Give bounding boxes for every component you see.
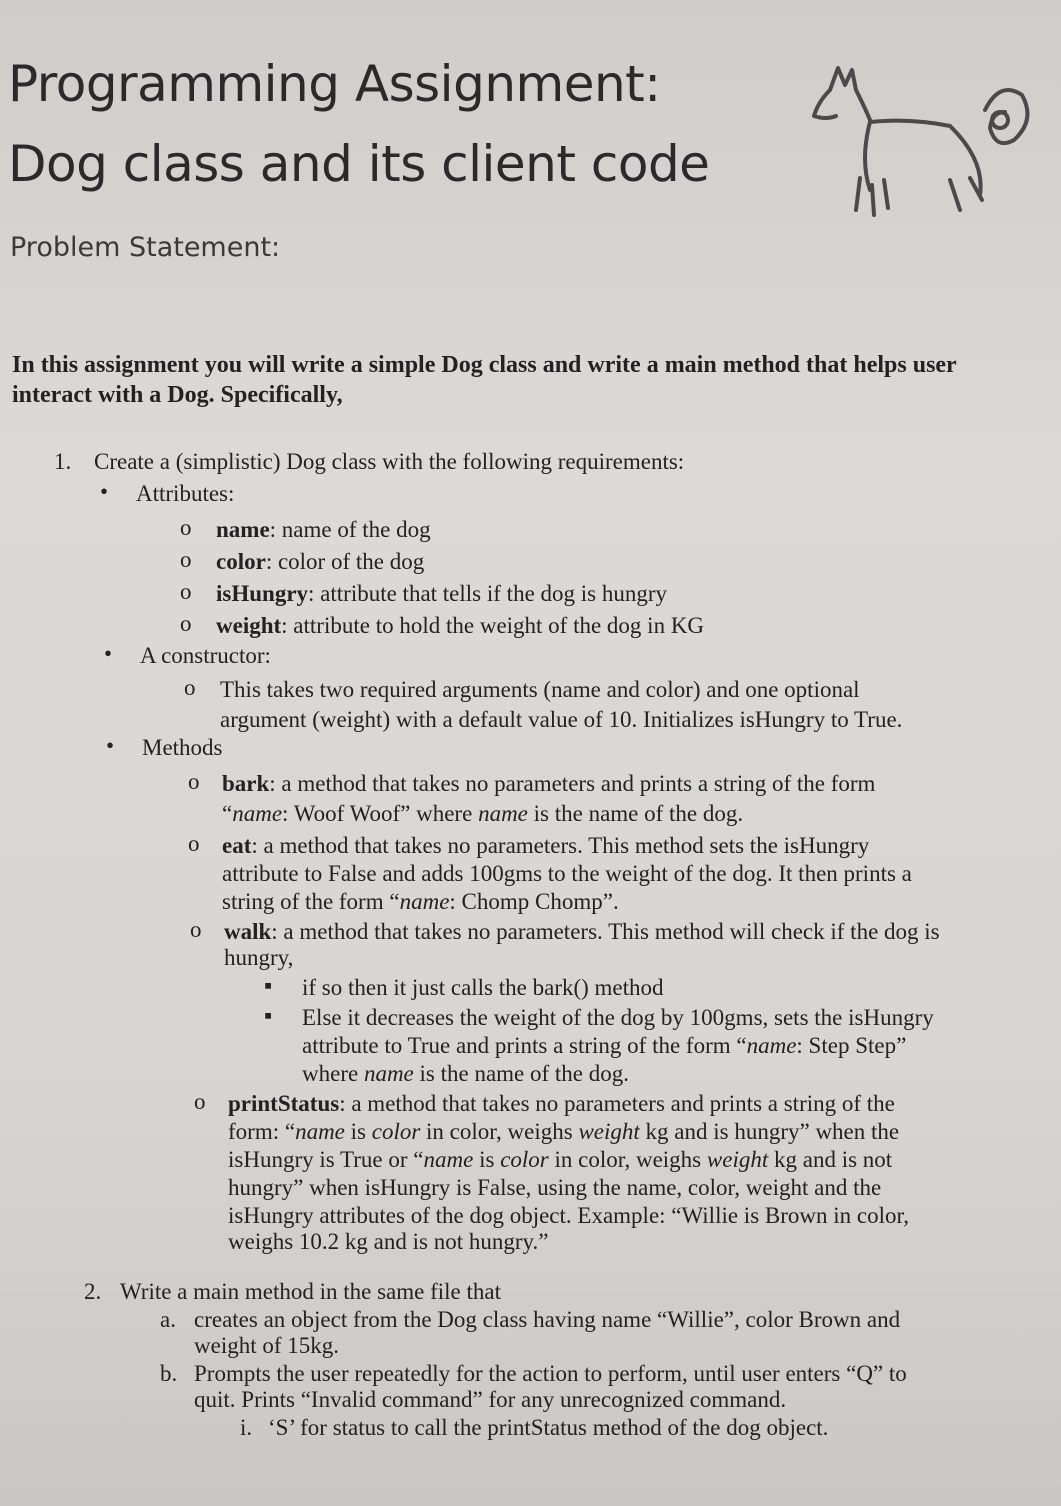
dog-sketch-icon: [800, 50, 1040, 240]
square-marker: ▪: [264, 973, 273, 998]
circle-marker: o: [180, 579, 192, 604]
circle-marker: o: [194, 1089, 206, 1114]
attribute-ishungry: isHungry: attribute that tells if the dog is hungry: [216, 581, 668, 606]
item-2a-label: a.: [160, 1307, 176, 1332]
bullet-marker: •: [104, 641, 113, 666]
walk-sub-2-line-3: where name is the name of the dog.: [302, 1061, 630, 1086]
walk-line-2: hungry,: [224, 945, 294, 970]
item-2bi-text: ‘S’ for status to call the printStatus method of the dog object.: [268, 1415, 829, 1440]
printstatus-line-5: isHungry attributes of the dog object. Example: “Willie is Brown in color,: [228, 1203, 909, 1228]
bark-line-1: bark: a method that takes no parameters and prints a string of the form: [222, 771, 876, 796]
attribute-weight: weight: attribute to hold the weight of the dog in KG: [216, 613, 705, 638]
bullet-marker: •: [100, 479, 109, 504]
eat-line-1: eat: a method that takes no parameters. This method sets the isHungry: [222, 833, 870, 858]
circle-marker: o: [184, 675, 196, 700]
attribute-color: color: color of the dog: [216, 549, 425, 574]
circle-marker: o: [180, 547, 192, 572]
item-2b-line-1: Prompts the user repeatedly for the action to perform, until user enters “Q” to: [194, 1361, 907, 1386]
intro-paragraph: In this assignment you will write a simple Dog class and write a main method that helps user interact with a Dog. Specifically,: [12, 352, 957, 408]
attributes-label: Attributes:: [136, 481, 235, 506]
item-1-text: Create a (simplistic) Dog class with the following requirements:: [94, 449, 685, 474]
printstatus-line-2: form: “name is color in color, weighs weight kg and is hungry” when the: [228, 1119, 900, 1144]
eat-line-3: string of the form “name: Chomp Chomp”.: [222, 889, 619, 914]
walk-line-1: walk: a method that takes no parameters. This method will check if the dog is: [224, 919, 940, 944]
printstatus-line-6: weighs 10.2 kg and is not hungry.”: [228, 1229, 549, 1254]
constructor-line-1: This takes two required arguments (name and color) and one optional: [220, 677, 860, 702]
item-2-text: Write a main method in the same file that: [120, 1279, 502, 1304]
printstatus-line-1: printStatus: a method that takes no parameters and prints a string of the: [228, 1091, 895, 1116]
methods-label: Methods: [142, 735, 223, 760]
item-2a-line-2: weight of 15kg.: [194, 1333, 340, 1358]
walk-sub-2-line-2: attribute to True and prints a string of the form “name: Step Step”: [302, 1033, 907, 1058]
square-marker: ▪: [264, 1003, 273, 1028]
bark-line-2: “name: Woof Woof” where name is the name of the dog.: [222, 801, 744, 826]
item-1-number: 1.: [54, 449, 72, 474]
circle-marker: o: [180, 611, 192, 636]
constructor-label: A constructor:: [140, 643, 271, 668]
walk-sub-2-line-1: Else it decreases the weight of the dog by 100gms, sets the isHungry: [302, 1005, 934, 1030]
attribute-name: name: name of the dog: [216, 517, 431, 542]
item-2-number: 2.: [84, 1279, 102, 1304]
item-2a-line-1: creates an object from the Dog class having name “Willie”, color Brown and: [194, 1307, 901, 1332]
problem-statement-heading: Problem Statement:: [10, 232, 281, 263]
circle-marker: o: [180, 515, 192, 540]
circle-marker: o: [188, 769, 200, 794]
item-2b-line-2: quit. Prints “Invalid command” for any unrecognized command.: [194, 1387, 787, 1412]
constructor-line-2: argument (weight) with a default value of 10. Initializes isHungry to True.: [220, 707, 903, 732]
circle-marker: o: [188, 831, 200, 856]
item-2b-label: b.: [160, 1361, 178, 1386]
circle-marker: o: [190, 917, 202, 942]
title-line-2: Dog class and its client code: [8, 135, 710, 193]
printstatus-line-3: isHungry is True or “name is color in color, weighs weight kg and is not: [228, 1147, 893, 1172]
bullet-marker: •: [106, 733, 115, 758]
eat-line-2: attribute to False and adds 100gms to the weight of the dog. It then prints a: [222, 861, 912, 886]
title-line-1: Programming Assignment:: [8, 55, 661, 113]
walk-sub-1: if so then it just calls the bark() method: [302, 975, 664, 1000]
printstatus-line-4: hungry” when isHungry is False, using the name, color, weight and the: [228, 1175, 882, 1200]
item-2bi-label: i.: [240, 1415, 253, 1440]
